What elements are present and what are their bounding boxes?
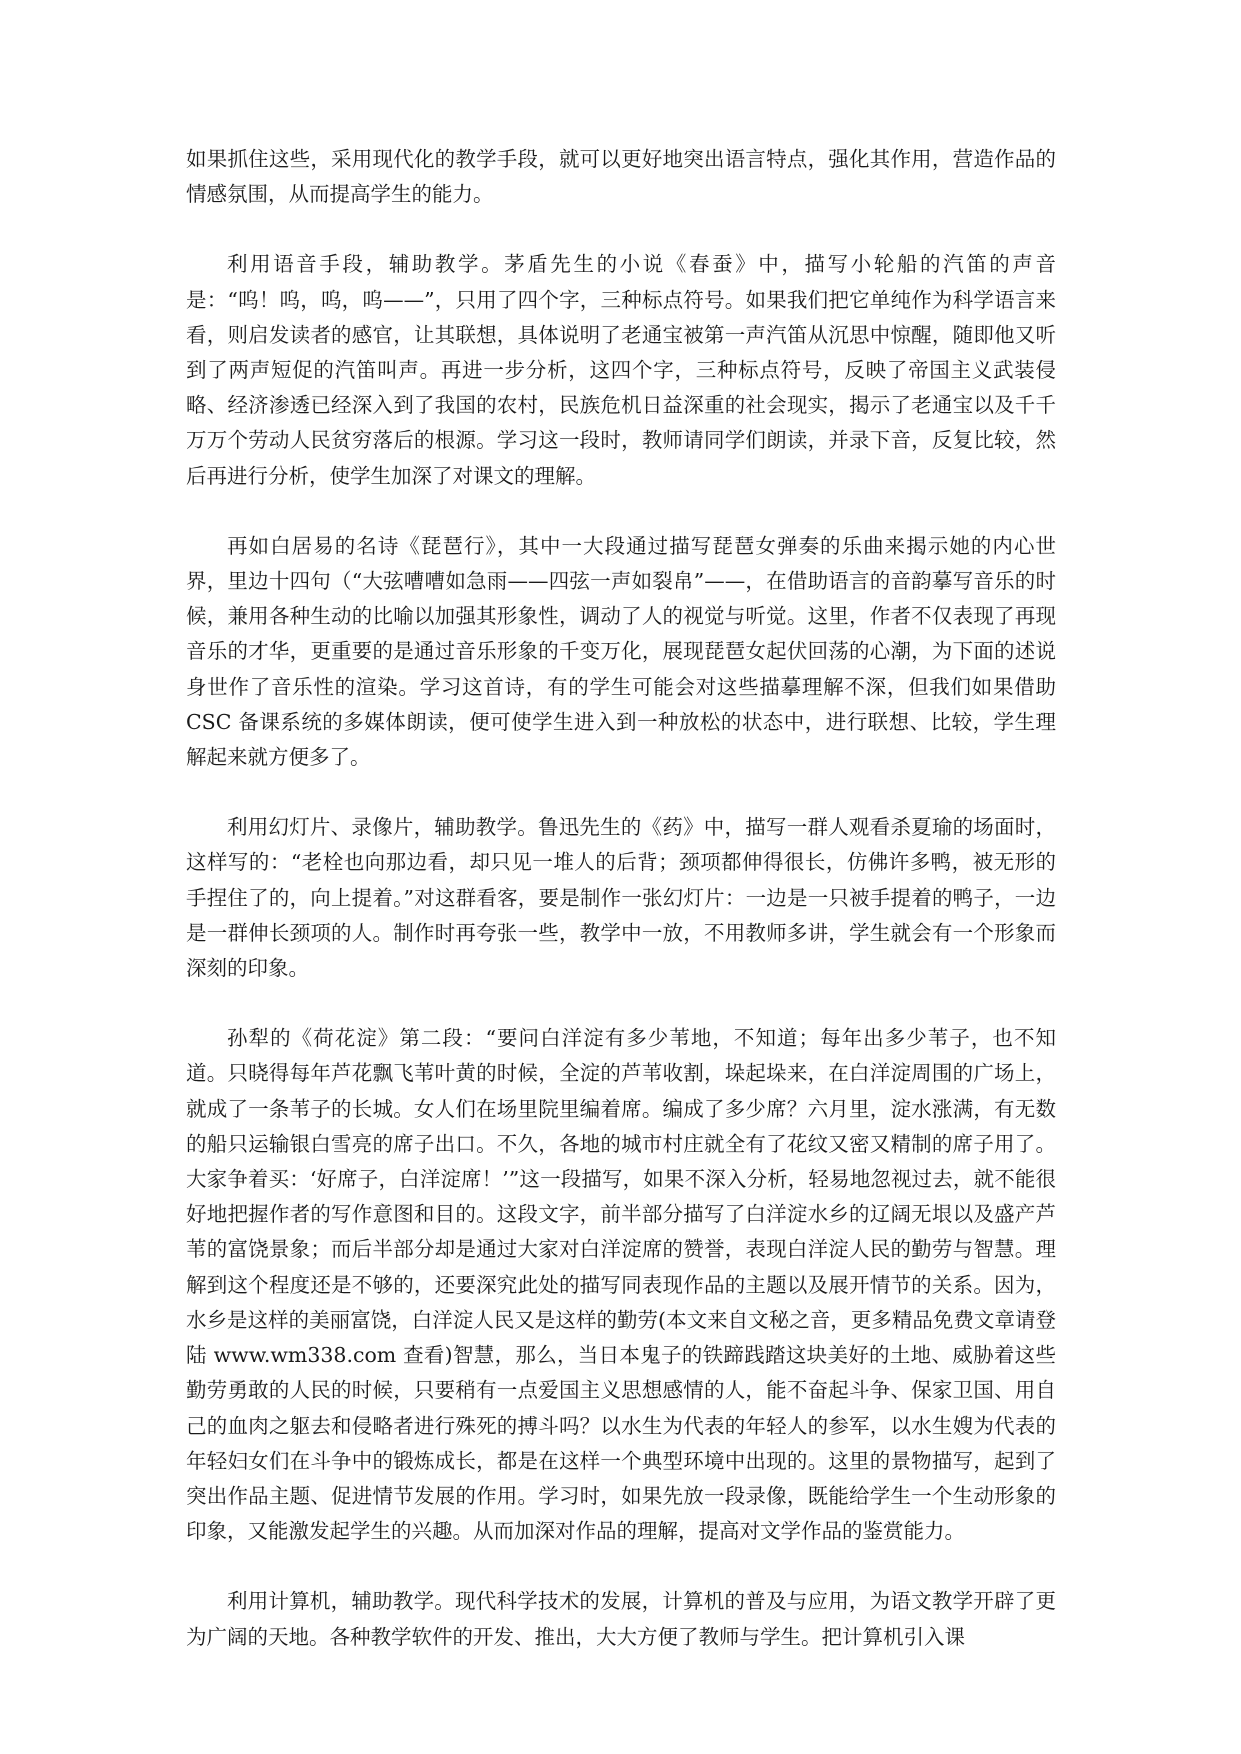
- paragraph-computer-teaching: 利用计算机，辅助教学。现代科学技术的发展，计算机的普及与应用，为语文教学开辟了更为广阔的天地。各种教学软件的开发、推出，大大方便了教师与学生。把计算机引入课: [186, 1589, 1056, 1649]
- paragraph-audio-teaching: 利用语音手段，辅助教学。茅盾先生的小说《春蚕》中，描写小轮船的汽笛的声音是：“呜！呜，呜，呜——”，只用了四个字，三种标点符号。如果我们把它单纯作为科学语言来看，则启发读者的感官，让其联想，具体说明了老通宝被第一声汽笛从沉思中惊醒，随即他又听到了两声短促的汽笛叫声。再进一步分析，这四个字，三种标点符号，反映了帝国主义武装侵略、经济渗透已经深入到了我国的农村，民族危机日益深重的社会现实，揭示了老通宝以及千千万万个劳动人民贫穷落后的根源。学习这一段时，教师请同学们朗读，并录下音，反复比较，然后再进行分析，使学生加深了对课文的理解。: [186, 252, 1056, 488]
- document-body: [186, 142, 1056, 1690]
- paragraph-lotus-marsh: 孙犁的《荷花淀》第二段：“要问白洋淀有多少苇地，不知道；每年出多少苇子，也不知道。只晓得每年芦花飘飞苇叶黄的时候，全淀的芦苇收割，垛起垛来，在白洋淀周围的广场上，就成了一条苇子的长城。女人们在场里院里编着席。编成了多少席？六月里，淀水涨满，有无数的船只运输银白雪亮的席子出口。不久，各地的城市村庄就全有了花纹又密又精制的席子用了。大家争着买：‘好席子，白洋淀席！’”这一段描写，如果不深入分析，轻易地忽视过去，就不能很好地把握作者的写作意图和目的。这段文字，前半部分描写了白洋淀水乡的辽阔无垠以及盛产芦苇的富饶景象；而后半部分却是通过大家对白洋淀席的赞誉，表现白洋淀人民的勤劳与智慧。理解到这个程度还是不够的，还要深究此处的描写同表现作品的主题以及展开情节的关系。因为，水乡是这样的美丽富饶，白洋淀人民又是这样的勤劳(本文来自文秘之音，更多精品免费文章请登陆 www.wm338.com 查看)智慧，那么，当日本鬼子的铁蹄践踏这块美好的土地、威胁着这些勤劳勇敢的人民的时候，只要稍有一点爱国主义思想感情的人，能不奋起斗争、保家卫国、用自己的血肉之躯去和侵略者进行殊死的搏斗吗？以水生为代表的年轻人的参军，以水生嫂为代表的年轻妇女们在斗争中的锻炼成长，都是在这样一个典型环境中出现的。这里的景物描写，起到了突出作品主题、促进情节发展的作用。学习时，如果先放一段录像，既能给学生一个生动形象的印象，又能激发起学生的兴趣。从而加深对作品的理解，提高对文学作品的鉴赏能力。: [186, 1026, 1056, 1544]
- paragraph-pipa-xing: 再如白居易的名诗《琵琶行》，其中一大段通过描写琵琶女弹奏的乐曲来揭示她的内心世界，里边十四句（“大弦嘈嘈如急雨——四弦一声如裂帛”——，在借助语言的音韵摹写音乐的时候，兼用各种生动的比喻以加强其形象性，调动了人的视觉与听觉。这里，作者不仅表现了再现音乐的才华，更重要的是通过音乐形象的千变万化，展现琵琶女起伏回荡的心潮，为下面的述说身世作了音乐性的渲染。学习这首诗，有的学生可能会对这些描摹理解不深，但我们如果借助 CSC 备课系统的多媒体朗读，便可使学生进入到一种放松的状态中，进行联想、比较，学生理解起来就方便多了。: [186, 533, 1056, 770]
- paragraph-slides-teaching: 利用幻灯片、录像片，辅助教学。鲁迅先生的《药》中，描写一群人观看杀夏瑜的场面时，这样写的：“老栓也向那边看，却只见一堆人的后背；颈项都伸得很长，仿佛许多鸭，被无形的手捏住了的，向上提着。”对这群看客，要是制作一张幻灯片：一边是一只被手提着的鸭子，一边是一群伸长颈项的人。制作时再夸张一些，教学中一放，不用教师多讲，学生就会有一个形象而深刻的印象。: [186, 815, 1056, 981]
- paragraph-intro: 如果抓住这些，采用现代化的教学手段，就可以更好地突出语言特点，强化其作用，营造作品的情感氛围，从而提高学生的能力。: [186, 147, 1056, 207]
